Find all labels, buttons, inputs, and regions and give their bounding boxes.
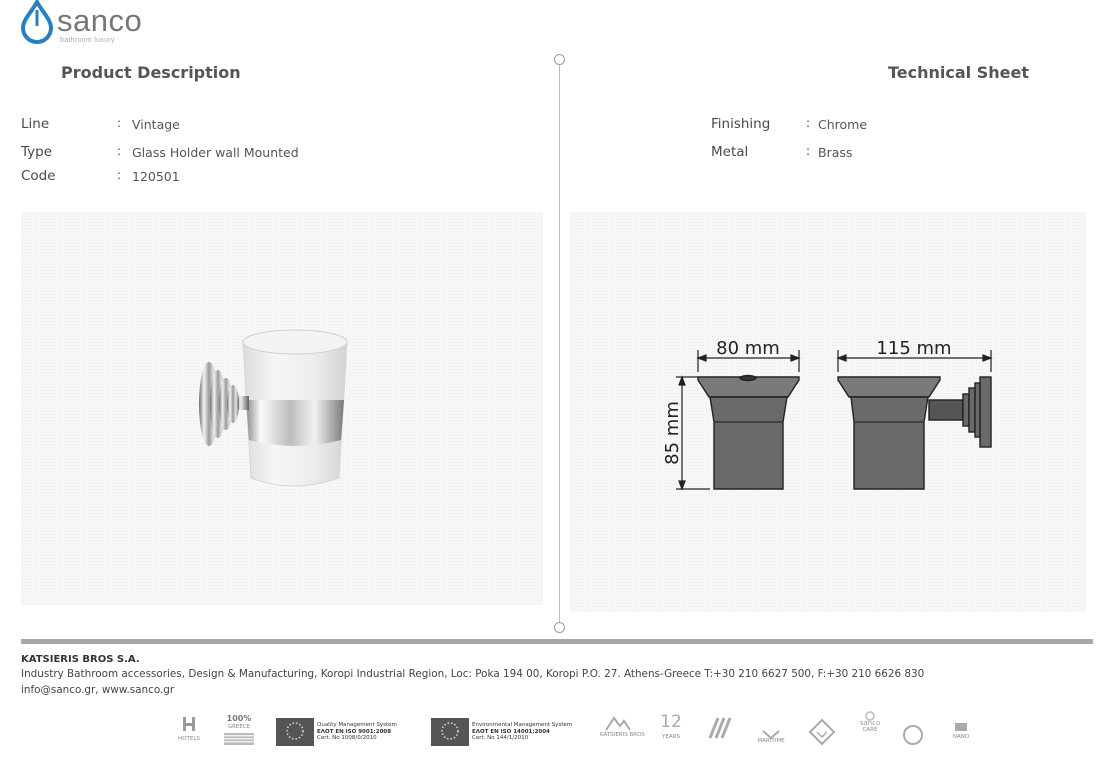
- hotels-badge: [174, 714, 204, 748]
- hotels-label: HOTELS: [178, 736, 200, 742]
- spec-row-type: [21, 144, 521, 164]
- circle-badge: [902, 724, 924, 746]
- glass-holder-product-image: [21, 212, 543, 605]
- katsieris-label: KATSIERIS BROS: [600, 732, 645, 738]
- technical-drawing: [570, 212, 1086, 612]
- hotels-icon: [174, 714, 204, 738]
- spec-value: Glass Holder wall Mounted: [132, 145, 299, 160]
- cert-text-1: [317, 722, 397, 742]
- stripes-badge: [706, 716, 734, 746]
- divider-top-cap: [554, 54, 565, 65]
- brand-name: sanco: [57, 3, 143, 38]
- spec-colon: :: [117, 116, 122, 130]
- dim-label-width: 80 mm: [716, 338, 780, 359]
- sanco-care-label: CARE: [862, 727, 878, 733]
- greece-percent: 100%: [226, 714, 252, 723]
- sanco-care-brand: sanco: [859, 719, 881, 727]
- nano-icon: [944, 721, 978, 735]
- spec-row-code: [21, 168, 521, 188]
- diamond-icon: [808, 718, 836, 746]
- cert-title: Quality Management System: [317, 722, 397, 728]
- product-photo-panel: [21, 212, 543, 605]
- brand-tagline: bathroom luxury: [60, 37, 115, 44]
- greek-flag-icon: [224, 733, 254, 745]
- company-address: Industry Bathroom accessories, Design & Manufacturing, Koropi Industrial Region, Loc: Poka 194 00, Koropi P.O. 27. Athens-Greece T:+30 210 6627 500, F:+30 210 6626 830: [21, 668, 925, 680]
- spec-value: Brass: [818, 145, 853, 160]
- cert-standard: ΕΛΟΤ ΕΝ ISO 9001:2008: [317, 728, 392, 735]
- katsieris-logo-icon: [600, 714, 636, 734]
- sanco-care-badge: [856, 706, 884, 748]
- eurocert-logo-icon: [431, 718, 469, 746]
- cert-number: Cert. No 1008/0/2010: [317, 735, 377, 741]
- spec-value: Vintage: [132, 117, 180, 132]
- vertical-divider: [559, 59, 560, 627]
- circle-seal-icon: [902, 724, 924, 746]
- sanco-logo: [20, 0, 150, 46]
- cert-standard: ΕΛΟΤ ΕΝ ISO 14001:2004: [472, 728, 550, 735]
- dim-label-height: 85 mm: [662, 401, 683, 465]
- years-label: YEARS: [662, 734, 680, 740]
- company-contact: info@sanco.gr, www.sanco.gr: [21, 684, 175, 696]
- dim-label-depth: 115 mm: [876, 338, 952, 359]
- divider-bottom-cap: [554, 622, 565, 633]
- nano-badge: [944, 720, 978, 748]
- spec-colon: :: [806, 144, 811, 158]
- cert-title: Environmental Management System: [472, 722, 573, 728]
- footer-rule: [21, 639, 1093, 644]
- maritime-label: MARITIME: [757, 738, 785, 744]
- years-number: 12: [660, 712, 682, 732]
- cert-number: Cert. No 144/1/2010: [472, 735, 529, 741]
- spec-row-line: [21, 116, 521, 136]
- euro-cert-box-2: [431, 718, 469, 746]
- eurocert-logo-icon: [276, 718, 314, 746]
- spec-key: Type: [21, 144, 53, 160]
- spec-row-finishing: [711, 116, 1011, 136]
- technical-drawing-panel: [570, 212, 1086, 612]
- spec-key: Code: [21, 168, 56, 184]
- water-drop-icon: [20, 0, 54, 44]
- diamond-badge: [808, 718, 836, 748]
- euro-cert-box-1: [276, 718, 314, 746]
- katsieris-badge: [600, 714, 645, 748]
- spec-key: Finishing: [711, 116, 771, 132]
- years-badge: [657, 712, 685, 748]
- spec-value: Chrome: [818, 117, 868, 132]
- cert-text-2: [472, 722, 572, 742]
- spec-value: 120501: [132, 169, 180, 184]
- spec-row-metal: [711, 144, 1011, 164]
- maritime-badge: [754, 726, 788, 748]
- spec-colon: :: [806, 116, 811, 130]
- spec-colon: :: [117, 144, 122, 158]
- product-description-heading: Product Description: [61, 63, 241, 82]
- greece-label: GREECE: [227, 724, 251, 730]
- company-name: KATSIERIS BROS S.A.: [21, 654, 140, 665]
- spec-key: Line: [21, 116, 50, 132]
- greece-badge: [224, 714, 254, 748]
- technical-sheet-heading: Technical Sheet: [888, 63, 1029, 82]
- nano-label: NANO: [952, 734, 970, 740]
- stripes-icon: [706, 716, 734, 740]
- spec-key: Metal: [711, 144, 749, 160]
- spec-colon: :: [117, 168, 122, 182]
